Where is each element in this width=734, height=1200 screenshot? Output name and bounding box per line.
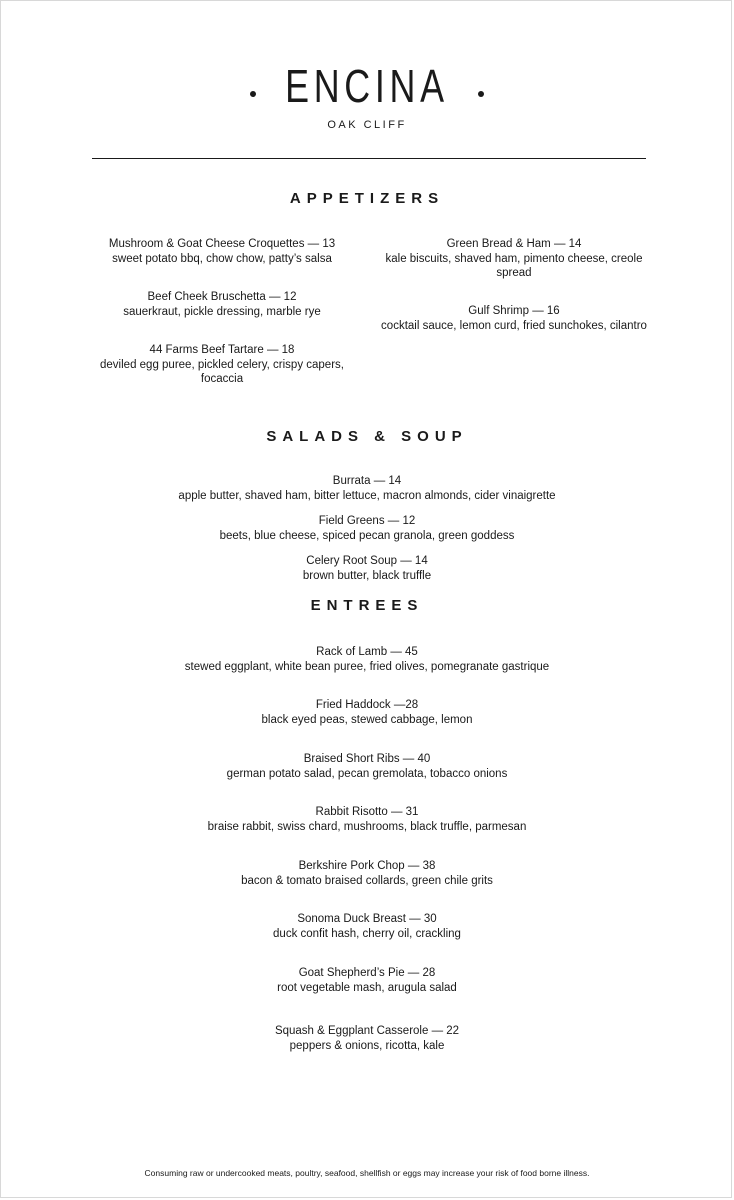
item-name: Braised Short Ribs — 40: [303, 753, 431, 765]
item-description: stewed eggplant, white bean puree, fried olives, pomegranate gastrique: [184, 660, 550, 673]
item-description: bacon & tomato braised collards, green chile grits: [241, 874, 493, 887]
item-description: kale biscuits, shaved ham, pimento cheese, creole spread: [385, 252, 643, 279]
item-name: Squash & Eggplant Casserole — 22: [274, 1025, 460, 1037]
item-name: Goat Shepherd’s Pie — 28: [298, 967, 436, 979]
menu-item: [379, 237, 649, 281]
item-description: apple butter, shaved ham, bitter lettuce, macron almonds, cider vinaigrette: [178, 489, 556, 502]
dot-left-icon: [250, 91, 256, 97]
menu-item: [1, 912, 733, 941]
appetizers-heading: APPETIZERS: [289, 190, 445, 207]
item-name: Mushroom & Goat Cheese Croquettes — 13: [108, 238, 336, 250]
brand-name: ENCINA: [285, 60, 449, 112]
item-name: Rabbit Risotto — 31: [315, 806, 419, 818]
item-name: Rack of Lamb — 45: [316, 646, 418, 658]
item-name: Sonoma Duck Breast — 30: [297, 913, 437, 925]
menu-item: [1, 474, 733, 503]
item-description: root vegetable mash, arugula salad: [277, 981, 457, 994]
header-divider: [92, 158, 646, 159]
item-description: german potato salad, pecan gremolata, tobacco onions: [226, 767, 508, 780]
item-description: beets, blue cheese, spiced pecan granola, green goddess: [219, 529, 515, 542]
item-name: Celery Root Soup — 14: [306, 555, 428, 567]
item-name: Fried Haddock —28: [315, 699, 419, 711]
menu-item: [87, 237, 357, 266]
menu-item: [1, 514, 733, 543]
item-description: peppers & onions, ricotta, kale: [289, 1039, 445, 1052]
menu-item: [1, 752, 733, 781]
item-name: Burrata — 14: [332, 475, 402, 487]
item-name: 44 Farms Beef Tartare — 18: [149, 344, 295, 356]
food-safety-disclaimer: Consuming raw or undercooked meats, poultry, seafood, shellfish or eggs may increase your risk of food borne illness.: [144, 1168, 590, 1178]
menu-item: [1, 805, 733, 834]
menu-item: [1, 859, 733, 888]
menu-item: [379, 304, 649, 333]
item-name: Berkshire Pork Chop — 38: [298, 860, 436, 872]
item-name: Green Bread & Ham — 14: [446, 238, 582, 250]
menu-item: [87, 290, 357, 319]
item-description: sweet potato bbq, chow chow, patty’s salsa: [112, 252, 332, 265]
item-description: black eyed peas, stewed cabbage, lemon: [261, 713, 473, 726]
item-name: Gulf Shrimp — 16: [468, 305, 560, 317]
menu-item: [1, 645, 733, 674]
item-description: sauerkraut, pickle dressing, marble rye: [123, 305, 321, 318]
dot-right-icon: [478, 91, 484, 97]
item-description: duck confit hash, cherry oil, crackling: [273, 927, 461, 940]
entrees-heading: ENTREES: [310, 597, 424, 614]
item-name: Field Greens — 12: [318, 515, 416, 527]
brand-logo: [1, 59, 733, 113]
item-description: cocktail sauce, lemon curd, fried sunchokes, cilantro: [381, 319, 647, 332]
brand-subtitle: OAK CLIFF: [327, 119, 407, 131]
item-name: Beef Cheek Bruschetta — 12: [147, 291, 297, 303]
menu-item: [87, 343, 357, 387]
menu-item: [1, 966, 733, 995]
item-description: brown butter, black truffle: [302, 569, 432, 582]
menu-item: [1, 554, 733, 583]
item-description: deviled egg puree, pickled celery, crispy capers, focaccia: [100, 358, 344, 385]
item-description: braise rabbit, swiss chard, mushrooms, black truffle, parmesan: [207, 820, 527, 833]
menu-item: [1, 1024, 733, 1053]
menu-item: [1, 698, 733, 727]
salads-soup-heading: SALADS & SOUP: [266, 428, 468, 445]
